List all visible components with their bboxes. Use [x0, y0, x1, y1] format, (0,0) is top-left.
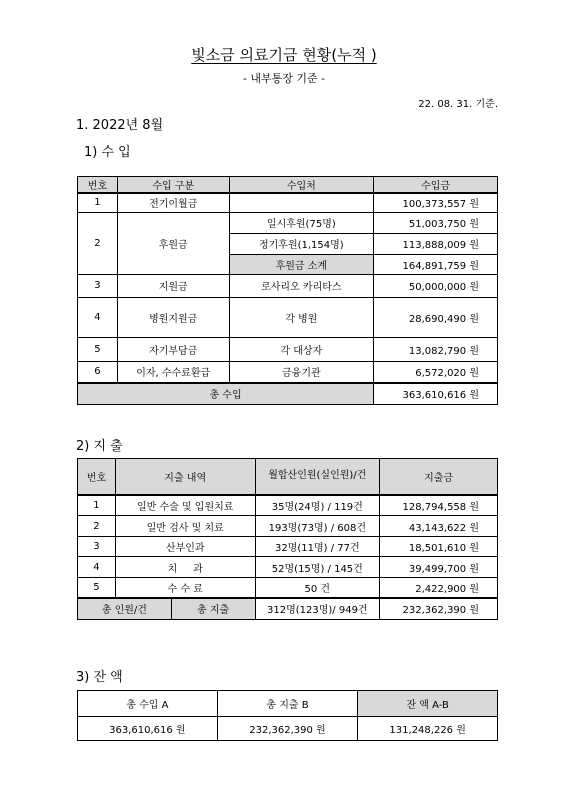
table-row: 4 치 과 52명(15명) / 145건 39,499,700 원	[78, 557, 498, 578]
balance-header-remaining: 잔 액 A-B	[358, 691, 498, 717]
page-subtitle: - 내부통장 기준 -	[242, 72, 326, 85]
section-heading-balance: 3) 잔 액	[76, 670, 123, 685]
expense-total-persons-label: 총 인원/건	[78, 598, 172, 620]
page-title: 빛소금 의료기금 현황(누적 )	[191, 46, 377, 64]
section-heading-period: 1. 2022년 8월	[76, 118, 164, 133]
table-row: 5 자기부담금 각 대상자 13,082,790 원	[78, 337, 498, 361]
table-row: 6 이자, 수수료환급 금융기관 6,572,020 원	[78, 361, 498, 383]
expense-header-item: 지출 내역	[115, 459, 255, 495]
income-total-amount: 363,610,616 원	[374, 383, 498, 404]
income-total-row	[78, 383, 498, 404]
table-row: 2 후원금 일시후원(75명) 51,003,750 원	[78, 212, 498, 233]
expense-header-count: 월합산인원(실인원)/건	[255, 459, 380, 495]
expense-total-row	[78, 598, 498, 620]
expense-total-label: 총 지출	[171, 598, 255, 620]
table-row: 2 일반 검사 및 치료 193명(73명) / 608건 43,143,622 원	[78, 516, 498, 537]
income-header-source: 수입처	[229, 177, 374, 194]
balance-value-row	[78, 717, 498, 741]
section-heading-income: 1) 수 입	[84, 145, 131, 160]
expense-total-amount: 232,362,390 원	[380, 598, 498, 620]
income-header-category: 수입 구분	[117, 177, 229, 194]
balance-income-value: 363,610,616 원	[78, 717, 218, 741]
income-header-amount: 수입금	[374, 177, 498, 194]
income-table	[77, 176, 498, 405]
table-row: 1 일반 수술 및 입원치료 35명(24명) / 119건 128,794,558 원	[78, 495, 498, 516]
base-date: 22. 08. 31. 기준.	[418, 99, 498, 110]
table-row: 후원금 소계 164,891,759 원	[78, 254, 498, 274]
section-heading-expense: 2) 지 출	[76, 439, 123, 454]
table-row: 정기후원(1,154명) 113,888,009 원	[78, 233, 498, 254]
balance-expense-value: 232,362,390 원	[217, 717, 358, 741]
balance-remaining-value: 131,248,226 원	[358, 717, 498, 741]
income-header-row	[78, 177, 498, 194]
expense-header-no: 번호	[78, 459, 116, 495]
expense-header-row	[78, 459, 498, 495]
expense-table	[77, 458, 498, 620]
balance-header-income: 총 수입 A	[78, 691, 218, 717]
table-row: 5 수 수 료 50 건 2,422,900 원	[78, 578, 498, 598]
table-row: 3 지원금 로사리오 카리타스 50,000,000 원	[78, 274, 498, 297]
balance-header-row	[78, 691, 498, 717]
balance-header-expense: 총 지출 B	[217, 691, 358, 717]
expense-total-count: 312명(123명)/ 949건	[255, 598, 380, 620]
expense-header-amount: 지출금	[380, 459, 498, 495]
table-row: 4 병원지원금 각 병원 28,690,490 원	[78, 297, 498, 337]
table-row: 1 전기이월금 100,373,557 원	[78, 193, 498, 212]
income-total-label: 총 수입	[78, 383, 374, 404]
subtotal-label: 후원금 소계	[229, 254, 374, 274]
table-row: 3 산부인과 32명(11명) / 77건 18,501,610 원	[78, 537, 498, 557]
income-header-no: 번호	[78, 177, 118, 194]
balance-table	[77, 690, 498, 741]
